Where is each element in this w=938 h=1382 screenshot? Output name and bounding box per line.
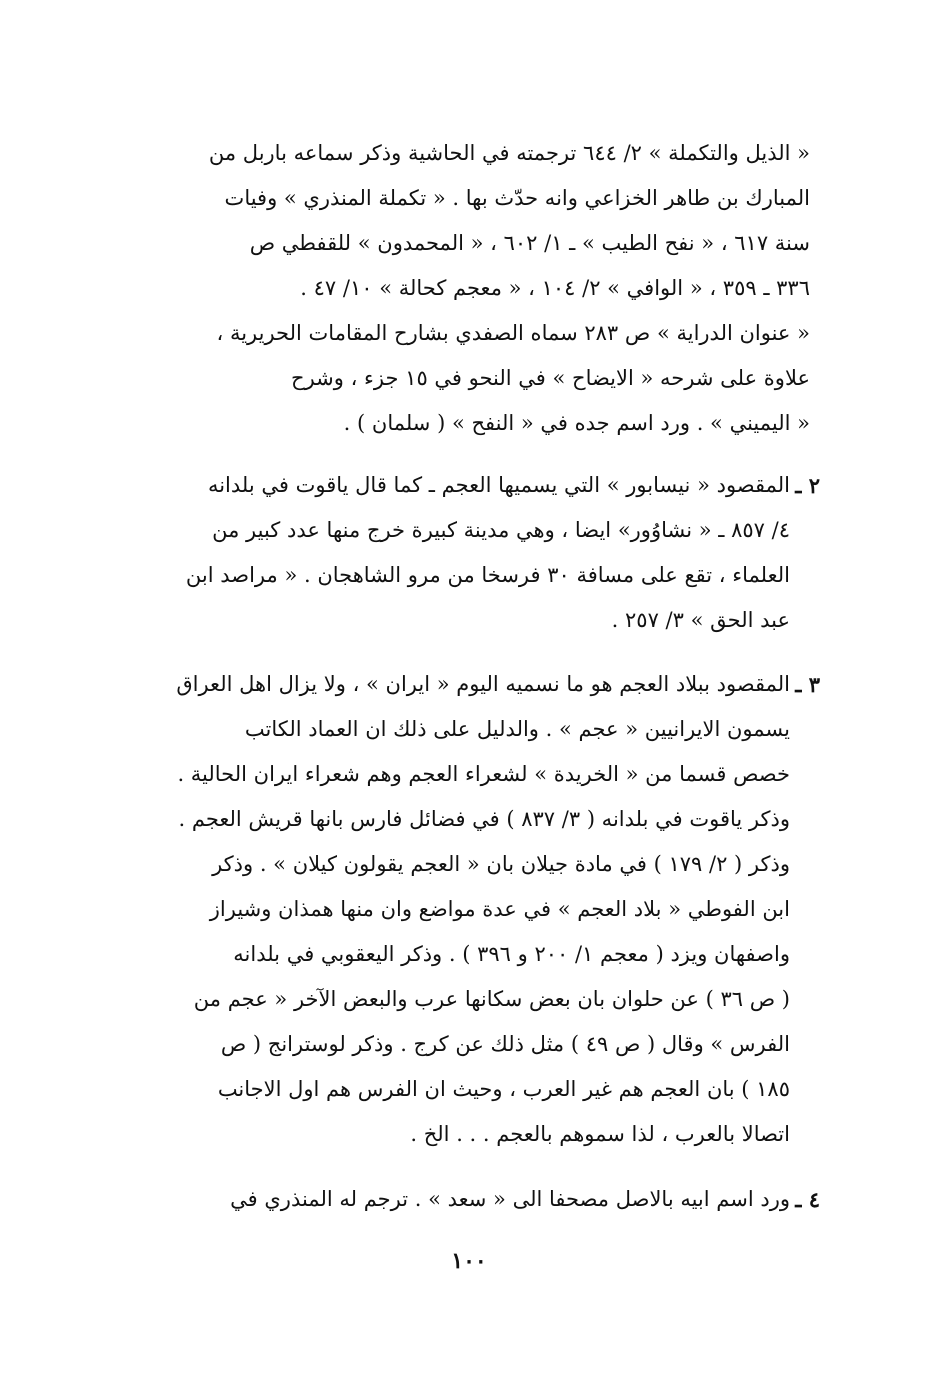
text-line: خصص قسما من « الخريدة » لشعراء العجم وهم شعراء ايران الحالية . [177, 762, 790, 786]
text-line: ابن الفوطي « بلاد العجم » في عدة مواضع وان منها همذان وشيراز [209, 897, 790, 921]
footnote-body [130, 662, 790, 1157]
text-line: يسمون الايرانيين « عجم » . والدليل على ذلك ان العماد الكاتب [244, 717, 790, 741]
footnote-number: ٣ ـ [795, 672, 820, 697]
text-line: « عنوان الدراية » ص ٢٨٣ سماه الصفدي بشارح المقامات الحريرية ، [216, 321, 810, 345]
text-line: المبارك بن طاهر الخزاعي وانه حدّث بها . « تكملة المنذري » وفيات [224, 186, 810, 210]
footnote-number: ٤ ـ [795, 1187, 820, 1212]
footnote-body [130, 1177, 790, 1222]
text-line: ٣٣٦ ـ ٣٥٩ ، « الوافي » ٢/ ١٠٤ ، « معجم كحالة » ١٠/ ٤٧ . [300, 276, 810, 300]
text-line: ( ص ٣٦ ) عن حلوان بان بعض سكانها عرب والبعض الآخر « عجم من [193, 987, 790, 1011]
text-line: ٤/ ٨٥٧ ـ « نشاوُور» ايضا ، وهي مدينة كبيرة خرج منها عدد كبير من [212, 518, 790, 542]
text-line: المقصود « نيسابور » التي يسميها العجم ـ كما قال ياقوت في بلدانه [207, 473, 790, 497]
text-line: علاوة على شرحه « الايضاح » في النحو في ١٥ جزء ، وشرح [291, 366, 810, 390]
text-line: الفرس » وقال ( ص ٤٩ ) مثل ذلك عن كرج . وذكر لوسترانج ( ص [220, 1032, 790, 1056]
text-line: سنة ٦١٧ ، « نفح الطيب » ـ ١/ ٦٠٢ ، « المحمدون » للقفطي ص [249, 231, 810, 255]
text-line: العلماء ، تقع على مسافة ٣٠ فرسخا من مرو الشاهجان . « مراصد ابن [185, 563, 790, 587]
text-line: عبد الحق » ٣/ ٢٥٧ . [611, 608, 790, 632]
text-line: واصفهان ويزد ( معجم ١/ ٢٠٠ و ٣٩٦ ) . وذكر اليعقوبي في بلدانه [233, 942, 790, 966]
text-line: وذكر ياقوت في بلدانه ( ٣/ ٨٣٧ ) في فضائل فارس بانها قريش العجم . [178, 807, 790, 831]
text-line: المقصود ببلاد العجم هو ما نسميه اليوم « ايران » ، ولا يزال اهل العراق [176, 672, 790, 696]
text-line: اتصالا بالعرب ، لذا سموهم بالعجم . . . الخ . [410, 1122, 790, 1146]
text-line: وذكر ( ٢/ ١٧٩ ) في مادة جيلان بان « العجم يقولون كيلان » . وذكر [212, 852, 790, 876]
footnote-number: ٢ ـ [795, 473, 820, 498]
text-line: « اليميني » . ورد اسم جده في « النفح » ( سلمان ) . [343, 411, 810, 435]
footnote-body [130, 463, 790, 643]
text-line: ١٨٥ ) بان العجم هم غير العرب ، وحيث ان الفرس هم اول الاجانب [217, 1077, 790, 1101]
text-line: ورد اسم ابيه بالاصل مصحفا الى « سعد » . ترجم له المنذري في [230, 1187, 790, 1211]
page-number: ١٠٠ [451, 1248, 487, 1274]
text-line: « الذيل والتكملة » ٢/ ٦٤٤ ترجمته في الحاشية وذكر سماعه باربل من [208, 141, 810, 165]
intro-paragraph [130, 131, 810, 446]
